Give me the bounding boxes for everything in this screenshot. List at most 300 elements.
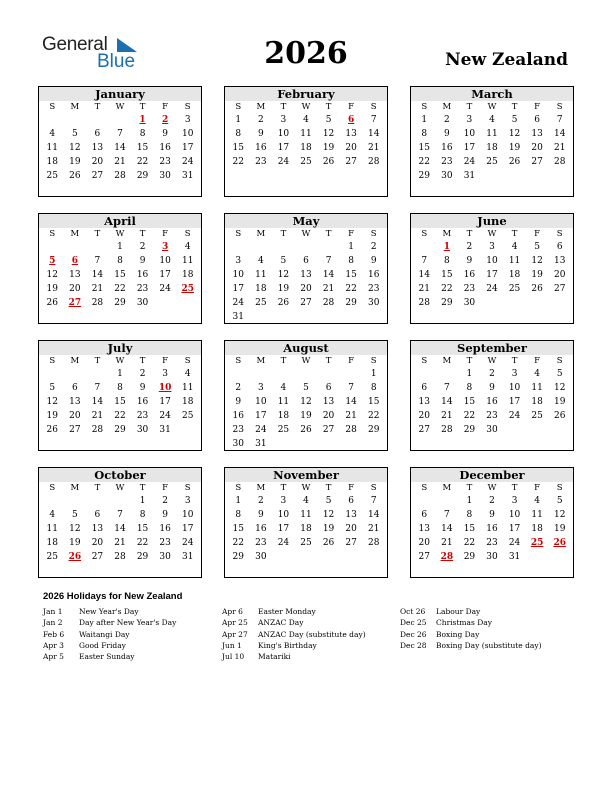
holiday-date: Jun 1 [222,640,242,650]
month-days-grid [411,101,573,183]
day-cell: 13 [531,129,543,139]
day-cell: 24 [181,538,194,548]
weekday-label: T [94,229,101,239]
logo-word-general: General [42,34,108,55]
day-cell: 3 [280,115,287,125]
day-cell: 15 [136,524,149,534]
day-cell: 30 [255,552,267,562]
holiday-row [43,640,176,651]
weekday-label: M [256,483,266,493]
day-cell: 16 [136,397,149,407]
day-cell: 18 [46,538,58,548]
day-cell: 24 [255,425,267,435]
day-cell: 11 [531,383,543,393]
day-cell: 22 [367,411,380,421]
day-cell: 12 [322,510,335,520]
day-cell: 16 [486,397,498,407]
weekday-label: M [256,102,266,112]
holiday-row [43,629,176,640]
day-cell: 24 [277,157,290,167]
holiday-name: Easter Monday [258,607,316,616]
empty-day-cell [86,113,109,127]
holiday-day-cell: 3 [162,242,169,252]
month-name: December [411,468,573,482]
day-cell: 22 [136,538,149,548]
day-cell: 10 [508,510,521,520]
day-cell: 7 [117,129,123,139]
day-cell: 18 [300,524,312,534]
day-cell: 23 [159,157,171,167]
weekday-label: M [70,229,80,239]
holiday-date: Apr 6 [222,607,243,616]
day-cell: 9 [489,383,495,393]
weekday-label: F [348,229,355,239]
day-cell: 6 [534,115,540,125]
day-cell: 22 [232,538,244,548]
weekday-label: F [534,229,541,239]
weekday-label: M [256,229,266,239]
day-cell: 31 [463,171,476,181]
day-cell: 3 [511,496,518,506]
day-cell: 9 [235,397,242,407]
weekday-label: S [49,102,56,112]
day-cell: 14 [114,524,126,534]
day-cell: 29 [463,552,476,562]
day-cell: 12 [46,270,58,280]
month-may [224,213,388,324]
day-cell: 25 [531,411,543,421]
day-cell: 6 [325,383,332,393]
day-cell: 21 [367,524,380,534]
holiday-row [43,617,176,628]
day-cell: 23 [367,284,380,294]
day-cell: 30 [486,552,498,562]
month-name: September [411,341,573,355]
day-cell: 11 [277,397,290,407]
weekday-label: T [139,102,146,112]
day-cell: 26 [322,157,335,167]
weekday-label: S [421,229,428,239]
holiday-row [400,640,542,651]
weekday-label: W [301,356,311,366]
holiday-column [400,606,542,651]
day-cell: 11 [46,524,58,534]
day-cell: 14 [418,270,430,280]
day-cell: 7 [94,383,101,393]
day-cell: 4 [184,242,191,252]
day-cell: 18 [181,397,194,407]
day-cell: 11 [181,256,194,266]
day-cell: 23 [232,425,244,435]
day-cell: 6 [94,129,101,139]
holiday-day-cell: 27 [68,298,82,308]
day-cell: 30 [367,298,380,308]
day-cell: 27 [91,171,104,181]
weekday-label: T [466,229,473,239]
day-cell: 14 [441,524,453,534]
day-cell: 25 [46,171,58,181]
day-cell: 18 [486,143,498,153]
day-cell: 30 [486,425,498,435]
holiday-row [222,629,366,640]
day-cell: 23 [486,411,498,421]
day-cell: 1 [117,369,123,379]
day-cell: 18 [255,284,267,294]
weekday-label: W [487,229,497,239]
month-name: March [411,87,573,101]
day-cell: 28 [322,298,335,308]
holiday-name: King's Birthday [258,640,317,650]
day-cell: 22 [232,157,244,167]
day-cell: 19 [553,397,566,407]
day-cell: 18 [46,157,58,167]
empty-day-cell [86,367,109,381]
empty-day-cell [413,494,436,508]
weekday-label: S [235,483,242,493]
day-cell: 2 [466,242,473,252]
day-cell: 8 [235,129,242,139]
day-cell: 18 [300,143,312,153]
day-cell: 20 [91,157,104,167]
day-cell: 15 [136,143,149,153]
day-cell: 22 [114,284,126,294]
weekday-label: F [162,229,169,239]
day-cell: 17 [463,143,476,153]
day-cell: 7 [370,496,377,506]
day-cell: 18 [508,270,521,280]
empty-day-cell [109,494,132,508]
weekday-label: W [301,483,311,493]
holiday-date: Feb 6 [43,629,65,639]
day-cell: 29 [136,552,149,562]
day-cell: 17 [159,397,171,407]
holiday-day-cell: 2 [162,115,169,125]
day-cell: 12 [300,397,312,407]
day-cell: 16 [486,524,498,534]
day-cell: 21 [114,538,126,548]
month-november [224,467,388,578]
day-cell: 1 [117,242,123,252]
empty-day-cell [64,494,87,508]
day-cell: 14 [91,397,104,407]
weekday-label: S [235,102,242,112]
day-cell: 12 [531,256,543,266]
day-cell: 8 [117,383,123,393]
day-cell: 20 [300,284,312,294]
day-cell: 29 [463,425,476,435]
day-cell: 17 [277,524,290,534]
empty-day-cell [436,367,459,381]
day-cell: 12 [46,397,58,407]
weekday-label: F [348,483,355,493]
day-cell: 22 [463,411,476,421]
day-cell: 12 [277,270,290,280]
day-cell: 23 [255,538,267,548]
month-name: November [225,468,387,482]
day-cell: 30 [232,439,244,449]
weekday-label: W [301,229,311,239]
day-cell: 17 [232,284,244,294]
day-cell: 28 [418,298,430,308]
holidays-title: 2026 Holidays for New Zealand [43,591,183,602]
day-cell: 24 [486,284,498,294]
weekday-label: T [94,356,101,366]
day-cell: 1 [421,115,428,125]
day-cell: 25 [181,411,194,421]
day-cell: 11 [300,510,312,520]
holiday-date: Apr 27 [222,629,248,639]
day-cell: 19 [322,143,335,153]
weekday-label: S [421,102,428,112]
day-cell: 9 [489,510,495,520]
holiday-name: ANZAC Day [258,618,304,628]
year-title: 2026 [264,36,348,71]
weekday-label: M [70,483,80,493]
day-cell: 2 [443,115,450,125]
day-cell: 13 [69,397,81,407]
day-cell: 9 [257,510,264,520]
day-cell: 5 [71,129,78,139]
holiday-row [222,617,366,628]
day-cell: 29 [345,298,357,308]
empty-day-cell [295,367,318,381]
holiday-date: Apr 3 [43,640,64,650]
empty-day-cell [413,240,436,254]
month-name: January [39,87,201,101]
day-cell: 17 [159,270,171,280]
holiday-name: Labour Day [436,607,481,616]
day-cell: 17 [486,270,498,280]
empty-day-cell [86,240,109,254]
day-cell: 13 [91,143,104,153]
weekday-label: F [162,356,169,366]
day-cell: 6 [421,510,428,520]
empty-day-cell [41,367,64,381]
day-cell: 23 [441,157,453,167]
day-cell: 5 [534,242,540,252]
holiday-row [222,651,366,662]
holiday-row [222,606,366,617]
weekday-label: T [325,356,332,366]
day-cell: 24 [181,157,194,167]
holiday-day-cell: 25 [530,538,544,548]
empty-day-cell [317,240,340,254]
day-cell: 17 [508,397,521,407]
month-days-grid [39,482,201,564]
day-cell: 1 [370,369,377,379]
day-cell: 23 [255,157,267,167]
day-cell: 16 [159,524,171,534]
day-cell: 2 [257,496,264,506]
logo-word-blue: Blue [97,51,136,72]
day-cell: 31 [232,312,244,322]
day-cell: 14 [367,510,380,520]
holiday-row [43,651,176,662]
weekday-label: T [139,229,146,239]
holiday-date: Dec 26 [400,629,427,639]
day-cell: 31 [181,171,194,181]
day-cell: 6 [421,383,428,393]
day-cell: 19 [277,284,290,294]
day-cell: 24 [159,284,171,294]
day-cell: 28 [441,425,453,435]
empty-day-cell [295,240,318,254]
day-cell: 15 [114,270,126,280]
day-cell: 26 [300,425,312,435]
day-cell: 9 [139,383,146,393]
day-cell: 14 [345,397,357,407]
day-cell: 12 [508,129,521,139]
holiday-row [400,629,542,640]
weekday-label: T [325,483,332,493]
day-cell: 2 [489,369,495,379]
day-cell: 19 [69,538,81,548]
day-cell: 27 [418,552,430,562]
day-cell: 1 [466,369,473,379]
weekday-label: M [70,356,80,366]
weekday-label: W [301,102,311,112]
day-cell: 3 [511,369,518,379]
holiday-day-cell: 25 [181,284,194,294]
day-cell: 11 [486,129,498,139]
holiday-name: Easter Sunday [79,652,135,662]
day-cell: 5 [49,383,56,393]
day-cell: 2 [235,383,242,393]
day-cell: 9 [162,129,168,139]
day-cell: 30 [463,298,476,308]
day-cell: 2 [489,496,495,506]
day-cell: 19 [46,411,58,421]
day-cell: 23 [463,284,476,294]
day-cell: 5 [325,496,332,506]
day-cell: 8 [348,256,354,266]
day-cell: 5 [303,383,309,393]
day-cell: 23 [136,411,149,421]
month-august [224,340,388,451]
holiday-day-cell: 6 [348,115,355,125]
day-cell: 4 [49,510,56,520]
day-cell: 5 [280,256,287,266]
holiday-day-cell: 1 [443,242,450,252]
day-cell: 18 [531,397,543,407]
day-cell: 19 [46,284,58,294]
day-cell: 3 [280,496,287,506]
day-cell: 22 [136,157,149,167]
month-march [410,86,574,197]
day-cell: 4 [534,369,540,379]
day-cell: 8 [370,383,377,393]
day-cell: 5 [511,115,518,125]
empty-day-cell [41,240,64,254]
holiday-day-cell: 6 [71,256,78,266]
day-cell: 6 [71,383,78,393]
day-cell: 21 [441,538,453,548]
day-cell: 29 [367,425,380,435]
month-october [38,467,202,578]
day-cell: 2 [139,242,146,252]
empty-day-cell [340,367,363,381]
day-cell: 13 [418,524,430,534]
empty-day-cell [86,494,109,508]
day-cell: 16 [255,143,267,153]
day-cell: 30 [136,425,149,435]
day-cell: 6 [94,510,101,520]
day-cell: 31 [508,552,521,562]
weekday-label: W [115,356,125,366]
day-cell: 30 [159,552,171,562]
day-cell: 5 [556,496,563,506]
day-cell: 19 [553,524,566,534]
day-cell: 25 [300,538,312,548]
day-cell: 9 [162,510,168,520]
month-february [224,86,388,197]
holiday-day-cell: 10 [158,383,172,393]
day-cell: 16 [159,143,171,153]
day-cell: 4 [257,256,264,266]
day-cell: 15 [463,397,476,407]
day-cell: 20 [418,411,430,421]
day-cell: 19 [508,143,521,153]
day-cell: 8 [117,256,123,266]
holiday-name: New Year's Day [79,607,139,616]
weekday-label: T [325,229,332,239]
day-cell: 26 [69,171,81,181]
empty-day-cell [413,367,436,381]
month-days-grid [411,228,573,310]
day-cell: 11 [508,256,521,266]
day-cell: 31 [181,552,194,562]
day-cell: 18 [531,524,543,534]
day-cell: 10 [277,129,290,139]
day-cell: 6 [556,242,563,252]
month-days-grid [411,482,573,564]
day-cell: 28 [345,425,357,435]
month-july [38,340,202,451]
day-cell: 10 [463,129,476,139]
day-cell: 15 [367,397,380,407]
holiday-row [43,606,176,617]
day-cell: 3 [257,383,264,393]
day-cell: 2 [257,115,264,125]
day-cell: 28 [367,157,380,167]
day-cell: 4 [49,129,56,139]
day-cell: 16 [255,524,267,534]
day-cell: 26 [46,425,58,435]
day-cell: 15 [345,270,357,280]
day-cell: 27 [345,538,357,548]
weekday-label: S [184,356,191,366]
day-cell: 9 [466,256,473,266]
empty-day-cell [64,113,87,127]
weekday-label: T [511,102,518,112]
day-cell: 12 [69,524,81,534]
day-cell: 12 [69,143,81,153]
day-cell: 8 [443,256,450,266]
weekday-label: S [184,483,191,493]
day-cell: 3 [466,115,473,125]
weekday-label: S [421,483,428,493]
day-cell: 10 [159,256,171,266]
day-cell: 7 [370,115,377,125]
day-cell: 13 [300,270,312,280]
day-cell: 14 [91,270,104,280]
day-cell: 17 [255,411,267,421]
day-cell: 10 [181,129,194,139]
holiday-date: Jan 2 [43,618,63,628]
day-cell: 18 [277,411,290,421]
day-cell: 11 [531,510,543,520]
month-june [410,213,574,324]
